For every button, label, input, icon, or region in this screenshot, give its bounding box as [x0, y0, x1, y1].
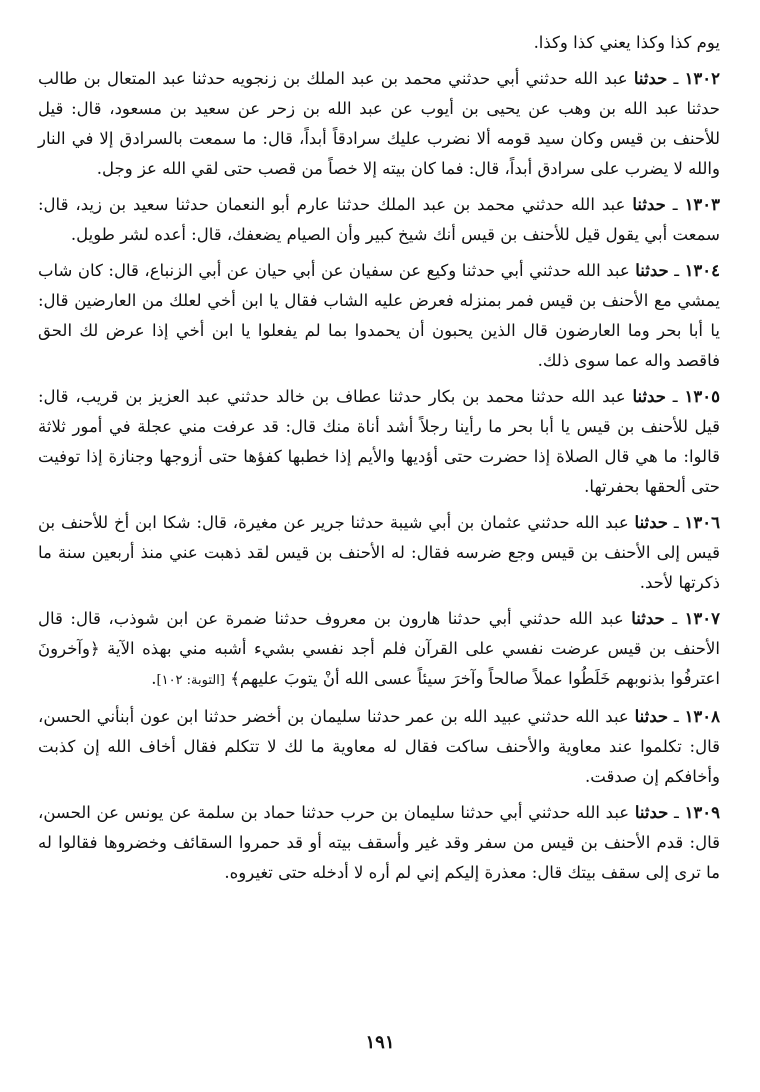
- hadith-text: عبد الله حدثني محمد بن عبد الملك حدثنا عارم أبو النعمان حدثنا سعيد بن زيد، قال: سمعت أبي يقول قيل للأحنف بن قيس أنك شيخ كبير وأن الصيام يضعفك، قال: أعده لشر طويل.: [38, 195, 720, 244]
- hadith-keyword: حدثنا: [635, 261, 669, 280]
- quran-reference: [التوبة: ١٠٢]: [156, 673, 225, 688]
- hadith-number: ١٣٠٣: [684, 195, 721, 214]
- hadith-text: عبد الله حدثني أبي حدثني محمد بن عبد الملك بن زنجويه حدثنا عبد المتعال بن طالب حدثنا عبد الله بن وهب عن يحيى بن أيوب عن عبد الله بن زحر عن سعيد بن مسعود، قال: قيل للأحنف بن قيس وكان سيد قومه ألا نضرب عليك سرادقاً أبداً، قال: ما سمعت بالسرادق إلا في النار والله لا يضرب على سرادق أبداً، قال: فما كان بيته إلا خصاً من قصب حتى لقي الله عز وجل.: [38, 69, 720, 178]
- hadith-1302: ١٣٠٢ ـ حدثنا عبد الله حدثني أبي حدثني محمد بن عبد الملك بن زنجويه حدثنا عبد المتعال بن طالب حدثنا عبد الله بن وهب عن يحيى بن أيوب عن عبد الله بن زحر عن سعيد بن مسعود، قال: قيل للأحنف بن قيس وكان سيد قومه ألا نضرب عليك سرادقاً أبداً، قال: ما سمعت بالسرادق إلا في النار والله لا يضرب على سرادق أبداً، قال: فما كان بيته إلا خصاً من قصب حتى لقي الله عز وجل.: [38, 69, 721, 178]
- hadith-text: عبد الله حدثنا محمد بن بكار حدثنا عطاف بن خالد حدثني عبد العزيز بن قريب، قال: قيل للأحنف بن قيس يا أبا بحر ما رأينا رجلاً أشد أناة منك قال: قد عرفت مني عجلة في أمور ثلاثة قالوا: ما هي قال الصلاة إذا حضرت حتى أؤديها والأيم إذا خطبها كفؤها حتى أزوجها وجنازة إذا توفيت حتى ألحقها بحفرتها.: [38, 387, 720, 496]
- hadith-keyword: حدثنا: [631, 609, 665, 628]
- hadith-number: ١٣٠٩: [684, 803, 721, 822]
- hadith-keyword: حدثنا: [634, 513, 669, 532]
- hadith-number: ١٣٠٢: [684, 69, 721, 88]
- hadith-keyword: حدثنا: [634, 707, 669, 726]
- hadith-text: عبد الله حدثني أبي حدثنا وكيع عن سفيان عن أبي حيان عن أبي الزنباع، قال: كان شاب يمشي مع الأحنف بن قيس فمر بمنزله فعرض عليه الشاب فقال يا ابن أخي لعلك من العارضين قال: يا أبا بحر وما العارضون قال الذين يحبون أن يحمدوا بما لم يفعلوا يا ابن أخي إذا عرض لك الحق فاقصد واله عما سوى ذلك.: [38, 261, 720, 370]
- hadith-number: ١٣٠٥: [684, 387, 720, 406]
- hadith-number: ١٣٠٨: [684, 707, 721, 726]
- hadith-1305: ١٣٠٥ ـ حدثنا عبد الله حدثنا محمد بن بكار حدثنا عطاف بن خالد حدثني عبد العزيز بن قريب، قال: قيل للأحنف بن قيس يا أبا بحر ما رأينا رجلاً أشد أناة منك قال: قد عرفت مني عجلة في أمور ثلاثة قالوا: ما هي قال الصلاة إذا حضرت حتى أؤديها والأيم إذا خطبها كفؤها حتى أزوجها وجنازة إذا توفيت حتى ألحقها بحفرتها.: [38, 387, 720, 496]
- hadith-keyword: حدثنا: [632, 195, 666, 214]
- hadith-keyword: حدثنا: [634, 803, 669, 822]
- hadith-number: ١٣٠٧: [684, 609, 721, 628]
- hadith-text: عبد الله حدثني عبيد الله بن عمر حدثنا سليمان بن أخضر حدثنا ابن عون أبنأني الحسن، قال: تكلموا عند معاوية والأحنف ساكت فقال له معاوية ما لك لا تتكلم فقال أخاف الله إن كذبت وأخافكم إن صدقت.: [38, 707, 720, 786]
- hadith-number: ١٣٠٤: [684, 261, 721, 280]
- hadith-tail: .: [151, 669, 157, 688]
- hadith-text: عبد الله حدثني أبي حدثنا سليمان بن حرب حدثنا حماد بن سلمة عن يونس عن الحسن، قال: قدم الأحنف بن قيس من سفر وقد غير وأسقف بيته أو قد حمروا السقائف وخضروها فقالوا له ما ترى إلى سقف بيتك قال: معذرة إليكم إني لم أره لا أدخله حتى تغيروه.: [38, 803, 720, 882]
- page-number: ١٩١: [365, 1032, 395, 1053]
- hadith-1303: ١٣٠٣ ـ حدثنا عبد الله حدثني محمد بن عبد الملك حدثنا عارم أبو النعمان حدثنا سعيد بن زيد، قال: سمعت أبي يقول قيل للأحنف بن قيس أنك شيخ كبير وأن الصيام يضعفك، قال: أعده لشر طويل.: [38, 195, 721, 244]
- hadith-number: ١٣٠٦: [684, 513, 720, 532]
- hadith-1309: ١٣٠٩ ـ حدثنا عبد الله حدثني أبي حدثنا سليمان بن حرب حدثنا حماد بن سلمة عن يونس عن الحسن، قال: قدم الأحنف بن قيس من سفر وقد غير وأسقف بيته أو قد حمروا السقائف وخضروها فقالوا له ما ترى إلى سقف بيتك قال: معذرة إليكم إني لم أره لا أدخله حتى تغيروه.: [38, 803, 721, 882]
- hadith-1304: ١٣٠٤ ـ حدثنا عبد الله حدثني أبي حدثنا وكيع عن سفيان عن أبي حيان عن أبي الزنباع، قال: كان شاب يمشي مع الأحنف بن قيس فمر بمنزله فعرض عليه الشاب فقال يا ابن أخي لعلك من العارضين قال: يا أبا بحر وما العارضون قال الذين يحبون أن يحمدوا بما لم يفعلوا يا ابن أخي إذا عرض لك الحق فاقصد واله عما سوى ذلك.: [38, 261, 721, 370]
- hadith-keyword: حدثنا: [633, 69, 668, 88]
- intro-line: يوم كذا وكذا يعني كذا وكذا.: [533, 33, 720, 52]
- hadith-1308: ١٣٠٨ ـ حدثنا عبد الله حدثني عبيد الله بن عمر حدثنا سليمان بن أخضر حدثنا ابن عون أبنأني الحسن، قال: تكلموا عند معاوية والأحنف ساكت فقال له معاوية ما لك لا تتكلم فقال أخاف الله إن كذبت وأخافكم إن صدقت.: [38, 707, 721, 786]
- hadith-text: عبد الله حدثني عثمان بن أبي شيبة حدثنا جرير عن مغيرة، قال: شكا ابن أخ للأحنف بن قيس إلى الأحنف بن قيس وجع ضرسه فقال: له الأحنف بن قيس لقد ذهبت عني منذ أربعين سنة ما ذكرتها لأحد.: [38, 513, 721, 592]
- hadith-keyword: حدثنا: [632, 387, 666, 406]
- hadith-text: عبد الله حدثني أبي حدثنا هارون بن معروف حدثنا ضمرة عن ابن شوذب، قال: قال الأحنف بن قيس عرضت نفسي على القرآن فلم أجد نفسي بشيء أشبه مني بهذه الآية ﴿وآخرونَ اعترفُوا بذنوبهم خَلَطُوا عملاً صالحاً وآخرَ سيئاً عسى الله أنْ يتوبَ عليهم﴾: [38, 609, 720, 688]
- hadith-1306: ١٣٠٦ ـ حدثنا عبد الله حدثني عثمان بن أبي شيبة حدثنا جرير عن مغيرة، قال: شكا ابن أخ للأحنف بن قيس إلى الأحنف بن قيس وجع ضرسه فقال: له الأحنف بن قيس لقد ذهبت عني منذ أربعين سنة ما ذكرتها لأحد.: [38, 513, 721, 592]
- hadith-1307: ١٣٠٧ ـ حدثنا عبد الله حدثني أبي حدثنا هارون بن معروف حدثنا ضمرة عن ابن شوذب، قال: قال الأحنف بن قيس عرضت نفسي على القرآن فلم أجد نفسي بشيء أشبه مني بهذه الآية ﴿وآخرونَ اعترفُوا بذنوبهم خَلَطُوا عملاً صالحاً وآخرَ سيئاً عسى الله أنْ يتوبَ عليهم﴾ [التوبة: ١٠٢].: [38, 609, 721, 688]
